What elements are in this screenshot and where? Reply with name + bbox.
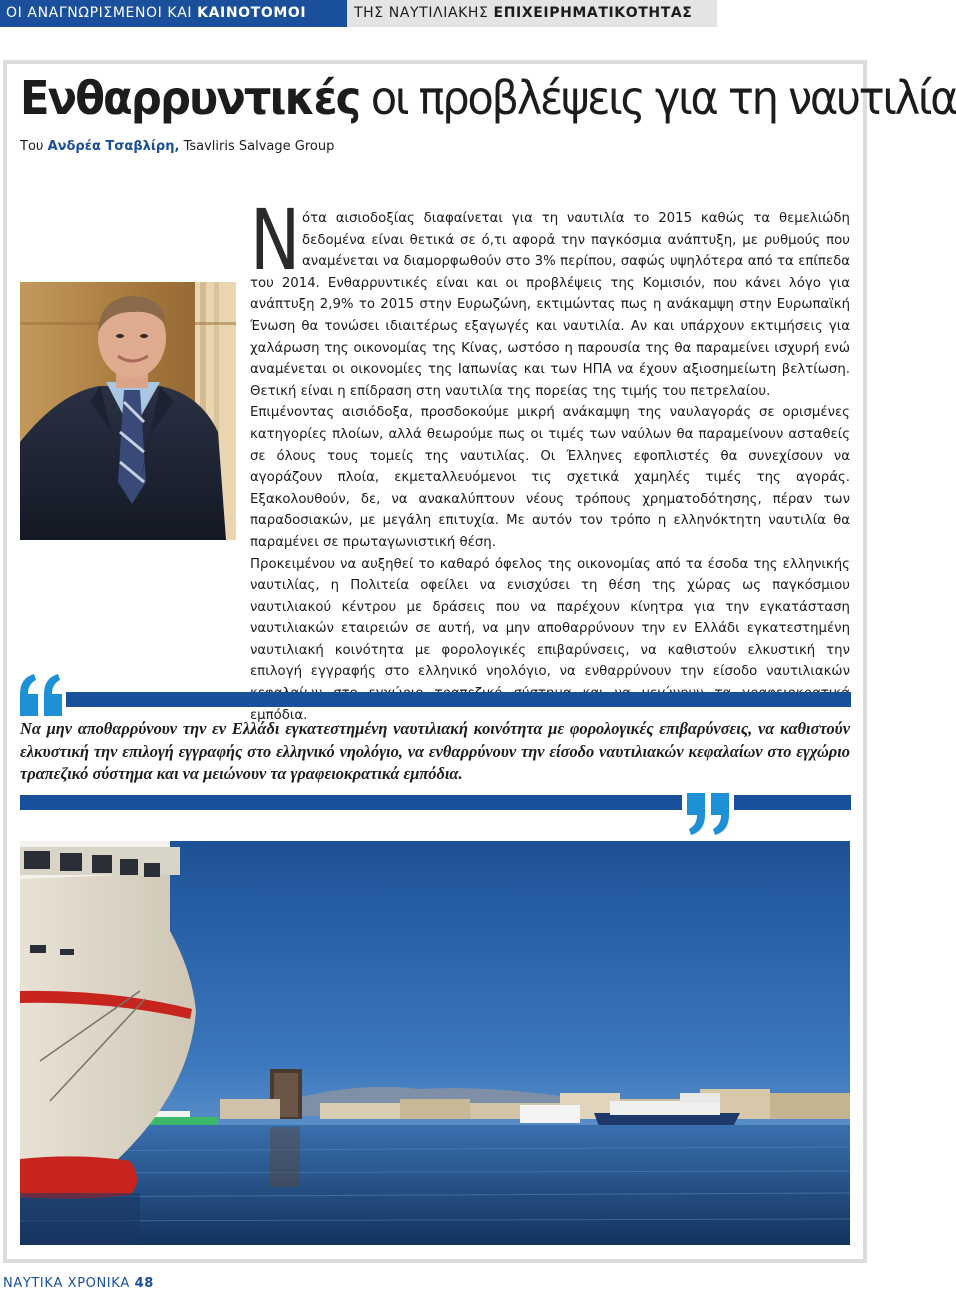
byline-prefix: Του [20,139,48,154]
page-footer [3,1276,154,1291]
article-body [250,191,850,726]
paragraph-3: Προκειμένου να αυξηθεί το καθαρό όφελος της οικονομίας από τα έσοδα της ελληνικής ναυτιλίας, η Πολιτεία οφείλει να ενισχύσει τη θέση της χώρας ως παγκόσμιου ναυτιλιακού κέντρου με δράσεις που να παρέχουν κίνητρα για την εγκατάσταση ναυτιλιακών εταιρειών σε αυτή, να μην αποθαρρύνουν την εν Ελλάδι εγκατεστημένη ναυτιλιακή κοινότητα με φορολογικές επιβαρύνσεις, να καθιστούν ελκυστική την επιλογή εγγραφής στο ελληνικό νηολόγιο, να ενθαρρύνουν την είσοδο ναυτιλιακών εμπόδια. [250,556,850,723]
banner-left-emphasis: ΚΑΙΝΟΤΟΜΟΙ [197,5,307,21]
page-number: 48 [134,1276,154,1291]
title-rest: οι προβλέψεις για τη ναυτιλία [359,71,956,125]
byline [20,139,334,154]
title-bold: Ενθαρρυντικές [20,71,360,125]
author-portrait [20,282,236,540]
closing-quote-icon [683,793,733,837]
banner-right-prefix: ΤΗΣ ΝΑΥΤΙΛΙΑΚΗΣ [354,5,494,21]
banner-left [0,0,347,27]
banner-right-emphasis: ΕΠΙΧΕΙΡΗΜΑΤΙΚΟΤΗΤΑΣ [493,5,693,21]
drop-cap: Ν [250,191,301,289]
banner-left-prefix: ΟΙ ΑΝΑΓΝΩΡΙΣΜΕΝΟΙ ΚΑΙ [6,5,198,21]
byline-author: Ανδρέα Τσαβλίρη, [47,139,180,154]
banner-right [347,0,717,27]
article-title [20,68,956,128]
harbour-photo [20,841,850,1245]
section-banner [0,0,870,27]
quote-bar-bottom-right [734,795,851,810]
paragraph-1: ότα αισιοδοξίας διαφαίνεται για τη ναυτιλία το 2015 καθώς τα θεμελιώδη δεδομένα είναι θετικά σε ό,τι αφορά την παγκόσμια ανάπτυξη, με ρυθμούς που αναμένεται να διαμορφωθούν στο 3% περίπου, σαφώς υψηλότερα από τα επίπεδα του 2014. Ενθαρρυντικές είναι και οι προβλέψεις της Κομισιόν, που κάνει λόγο για ανάπτυξη 2,9% το 2015 στην Ευρωζώνη, εκτιμώντας πως η ανάκαμψη στην Ευρωπαϊκή Ένωση θα τονώσει ιδιαιτέρως εξαγωγές και ναυτιλία. Αν και υπάρχουν εκτιμήσεις για χαλάρωση της οικονομίας της Κίνας, ωστόσο η παρουσία της θα παραμείνει ισχυρή ενώ αναμένεται οι οικονομίες της Ιαπωνίας και των ΗΠΑ να έχουν αξιοσημείωτη βελτίωση. Θετική είναι η επίδραση στη ναυτιλία της πορείας της τιμής του πετρελαίου. [250,211,850,399]
paragraph-2: Επιμένοντας αισιόδοξα, προσδοκούμε μικρή ανάκαμψη της ναυλαγοράς σε ορισμένες κατηγορίες πλοίων, αλλά θεωρούμε πως οι τιμές των ναύλων θα παραμείνουν ασταθείς σε όλους τους τομείς της ναυτιλίας. Οι Έλληνες εφοπλιστές θα συνεχίσουν να αγοράζουν πλοία, εκμεταλλευόμενοι τις σχετικά χαμηλές τιμές της αγοράς. Εξακολουθούν, δε, να ανακαλύπτουν νέους τρόπους χρηματοδότησης, πέραν των παραδοσιακών, με μεγάλη επιτυχία. Με αυτόν τον τρόπο η ελληνόκτητη ναυτιλία θα παραμένει σε πρωταγωνιστική θέση. [250,405,850,550]
byline-company: Tsavliris Salvage Group [179,139,335,154]
opening-quote-icon [16,672,66,716]
quote-bar-top [66,692,851,707]
quote-bar-bottom-left [20,795,682,810]
pull-quote: Να μην αποθαρρύνουν την εν Ελλάδι εγκατεστημένη ναυτιλιακή κοινότητα με φορολογικές επιβαρύνσεις, να καθιστούν ελκυστική την επιλογή εγγραφής στο ελληνικό νηολόγιο, να ενθαρρύνουν την είσοδο ναυτιλιακών κεφαλαίων στο εγχώριο τραπεζικό σύστημα και να μειώνουν τα γραφειοκρατικά εμπόδια. [20,719,850,783]
magazine-name: ΝΑΥΤΙΚΑ ΧΡΟΝΙΚΑ [3,1276,130,1291]
